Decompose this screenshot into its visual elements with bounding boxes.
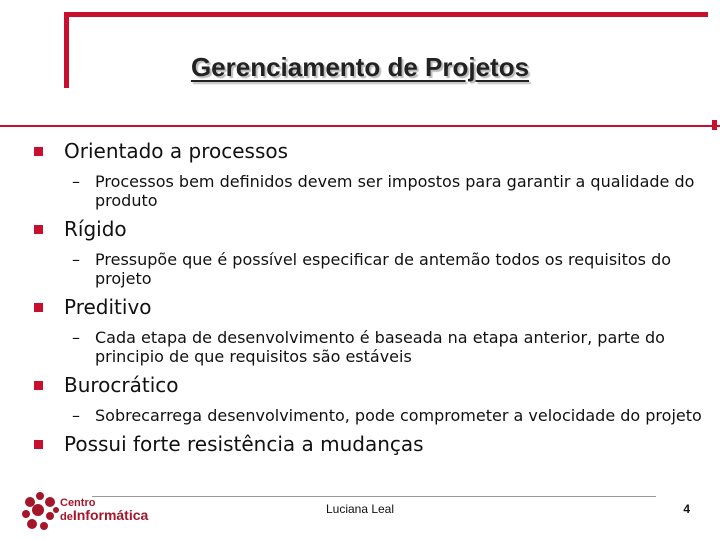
title-rule: [0, 125, 720, 127]
bullet-text: Orientado a processos: [64, 139, 289, 163]
square-bullet-icon: [34, 440, 43, 449]
bullet-item: [34, 431, 704, 457]
bullet-text: Rígido: [64, 217, 127, 241]
bullet-item: [34, 138, 704, 164]
bullet-text: Preditivo: [64, 295, 152, 319]
sub-bullet-item: [34, 250, 704, 288]
logo-line-1: Centro: [60, 497, 96, 509]
page-number: 4: [683, 502, 690, 516]
square-bullet-icon: [34, 147, 43, 156]
dash-bullet: –: [72, 328, 80, 347]
logo-text: [60, 497, 148, 523]
square-bullet-icon: [34, 381, 43, 390]
sub-bullet-text: Pressupõe que é possível especificar de antemão todos os requisitos do projeto: [95, 250, 672, 288]
bullet-item: [34, 372, 704, 398]
slide-content: [34, 138, 704, 457]
logo-line-2: Informática: [72, 507, 149, 523]
slide-title: Gerenciamento de Projetos: [190, 52, 530, 82]
sub-bullet-item: [34, 406, 704, 425]
dash-bullet: –: [72, 172, 80, 191]
bullet-item: [34, 216, 704, 242]
sub-bullet-item: [34, 328, 704, 366]
square-bullet-icon: [34, 303, 43, 312]
frame-top-line: [64, 12, 708, 17]
logo-line-2-prefix: de: [60, 511, 73, 523]
sub-bullet-text: Cada etapa de desenvolvimento é baseada na etapa anterior, parte do principio de que requisitos são estáveis: [95, 328, 665, 366]
dash-bullet: –: [72, 250, 80, 269]
sub-bullet-text: Sobrecarrega desenvolvimento, pode comprometer a velocidade do projeto: [95, 406, 702, 425]
footer-rule: [92, 496, 656, 497]
footer-author: Luciana Leal: [325, 502, 395, 516]
bullet-text: Possui forte resistência a mudanças: [64, 432, 424, 456]
bullet-text: Burocrático: [64, 373, 179, 397]
sub-bullet-item: [34, 172, 704, 210]
sub-bullet-text: Processos bem definidos devem ser impostos para garantir a qualidade do produto: [95, 172, 695, 210]
bullet-item: [34, 294, 704, 320]
dash-bullet: –: [72, 406, 80, 425]
square-bullet-icon: [34, 225, 43, 234]
